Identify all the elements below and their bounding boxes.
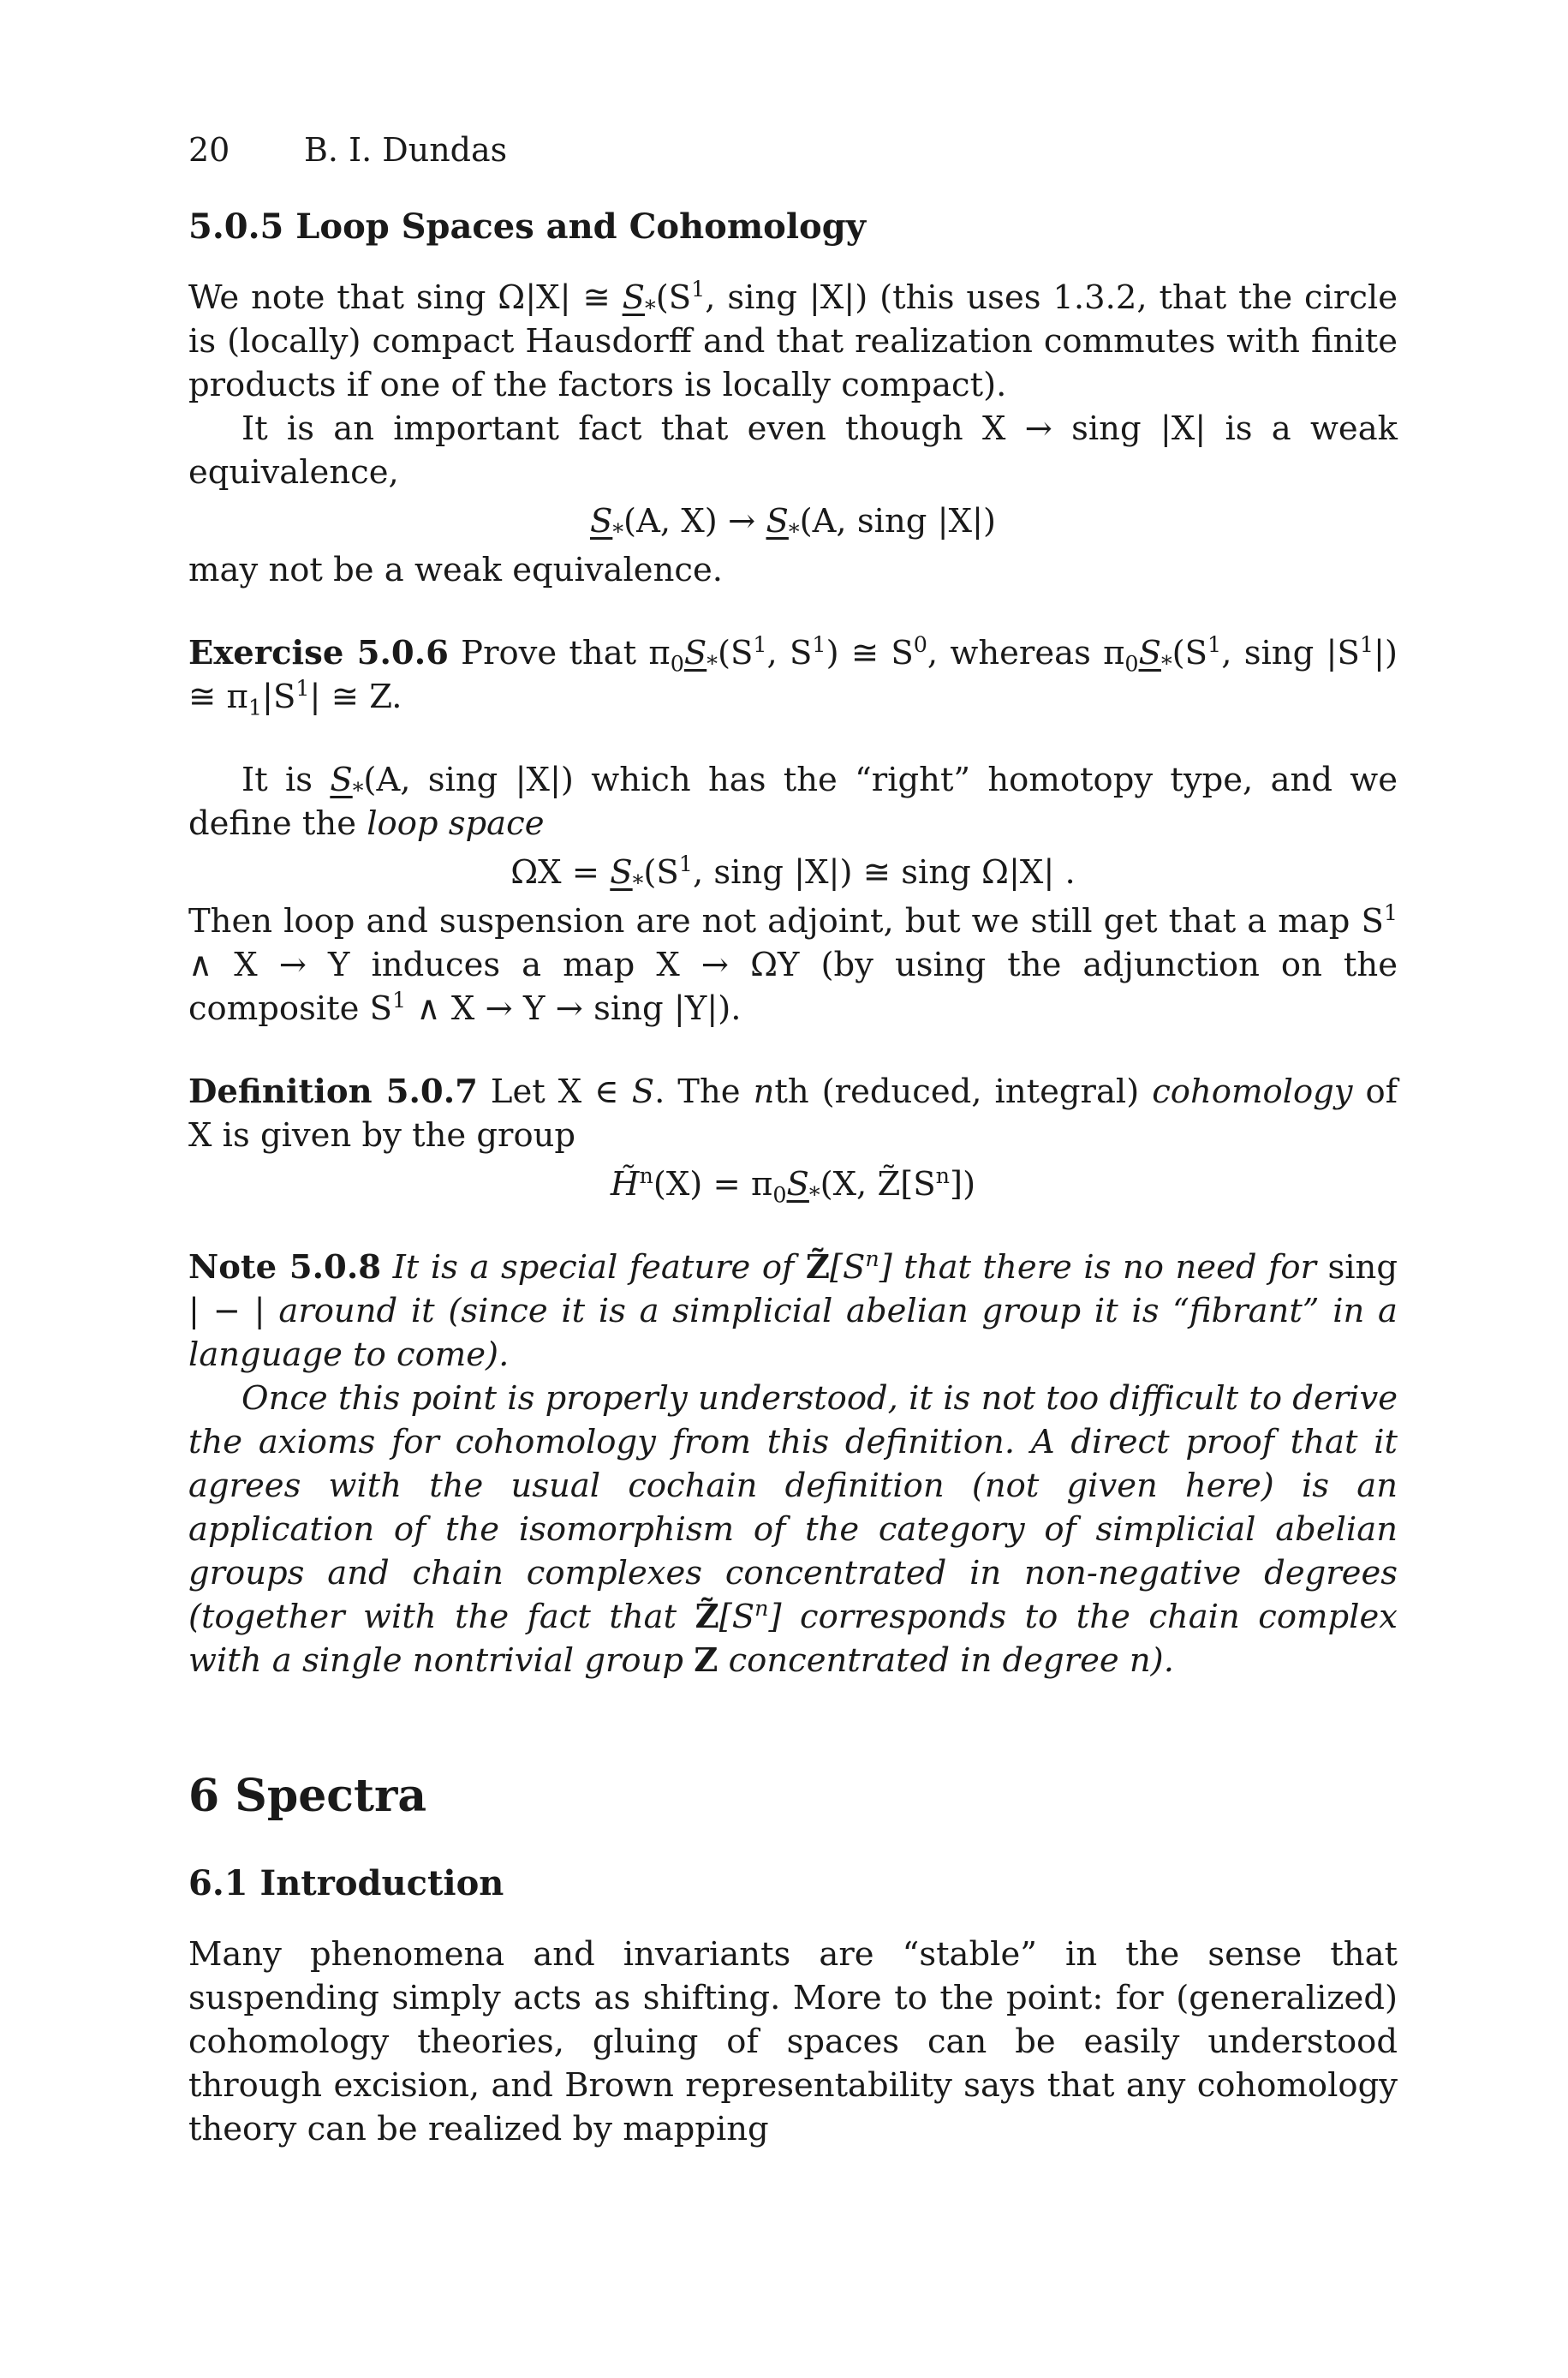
exercise-5-0-6: Exercise 5.0.6 Prove that $\pi_0S_*(S^1$, $S^1$) ≅ $S^0$, whereas $\pi_0S_*(S^1$, sing $|S^1|$) ≅ $\pi_1|S^1|$ ≅ Z. xyxy=(188,631,1398,720)
page xyxy=(188,128,1398,2151)
definition-5-0-7: Definition 5.0.7 Let X ∈ S. The nth (reduced, integral) cohomology of X is given by the group xyxy=(188,1072,1398,1155)
section-title-6: 6 Spectra xyxy=(188,1770,427,1822)
subsection-title-5-0-5: 5.0.5 Loop Spaces and Cohomology xyxy=(188,206,866,247)
display-equation-cohomology: H̃$^n$(X) = $\pi_0S_*(X$, $Z̃[S^n]$) xyxy=(610,1162,976,1208)
paragraph-may-not: may not be a weak equivalence. xyxy=(188,551,723,589)
note-paragraph-2: Once this point is properly understood, it is not too difficult to derive the axioms for cohomology from this definition. A direct proof that it agrees with the usual cochain definition (not given here) is an application of the isomorphism of the category of simplicial abelian groups and chain complexes concentrated in non-negative degrees (together with the fact that $Z̃[S^n]$ corresponds to the chain complex with a single nontrivial group Z concentrated in degree n). xyxy=(188,1379,1398,1680)
page-number: 20 xyxy=(188,131,230,169)
subsection-title-6-1: 6.1 Introduction xyxy=(188,1863,504,1903)
paragraph-introduction: Many phenomena and invariants are “stable” in the sense that suspending simply acts as shifting. More to the point: for (generalized) cohomology theories, gluing of spaces can be easily understood through excision, and Brown representability says that any cohomology theory can be realized by mapping xyxy=(188,1935,1398,2148)
running-author: B. I. Dundas xyxy=(304,131,508,169)
display-equation-loop-space: $\Omega X = S_*(S^1$, sing |X|) ≅ sing Ω|X| . xyxy=(510,851,1076,896)
note-label: Note 5.0.8 xyxy=(188,1248,382,1287)
paragraph-loop-space: It is $S_*(A$, sing |X|) which has the “right” homotopy type, and we define the loop space xyxy=(188,761,1398,843)
note-5-0-8: Note 5.0.8 It is a special feature of $Z̃[S^n]$ that there is no need for sing | − | around it (since it is a simplicial abelian group it is “fibrant” in a language to come). xyxy=(188,1246,1398,1374)
paragraph-sing-omega: We note that sing Ω|X| ≅ $S_*(S^1$, sing |X|) (this uses 1.3.2, that the circle is (locally) compact Hausdorff and that realization commutes with finite products if one of the factors is locally compact). xyxy=(188,276,1398,404)
definition-label: Definition 5.0.7 xyxy=(188,1072,478,1111)
display-equation-1: $S_*(A$, $X) \to S_*(A$, sing |X|) xyxy=(589,502,997,545)
paragraph-weak-equivalence: It is an important fact that even though X → sing |X| is a weak equivalence, xyxy=(188,409,1398,492)
paragraph-adjoint: Then loop and suspension are not adjoint, but we still get that a map $S^1$ ∧ X → Y induces a map X → ΩY (by using the adjunction on the composite $S^1$ ∧ X → Y → sing |Y|). xyxy=(188,899,1398,1028)
running-head xyxy=(188,128,1398,171)
exercise-label: Exercise 5.0.6 xyxy=(188,634,449,672)
